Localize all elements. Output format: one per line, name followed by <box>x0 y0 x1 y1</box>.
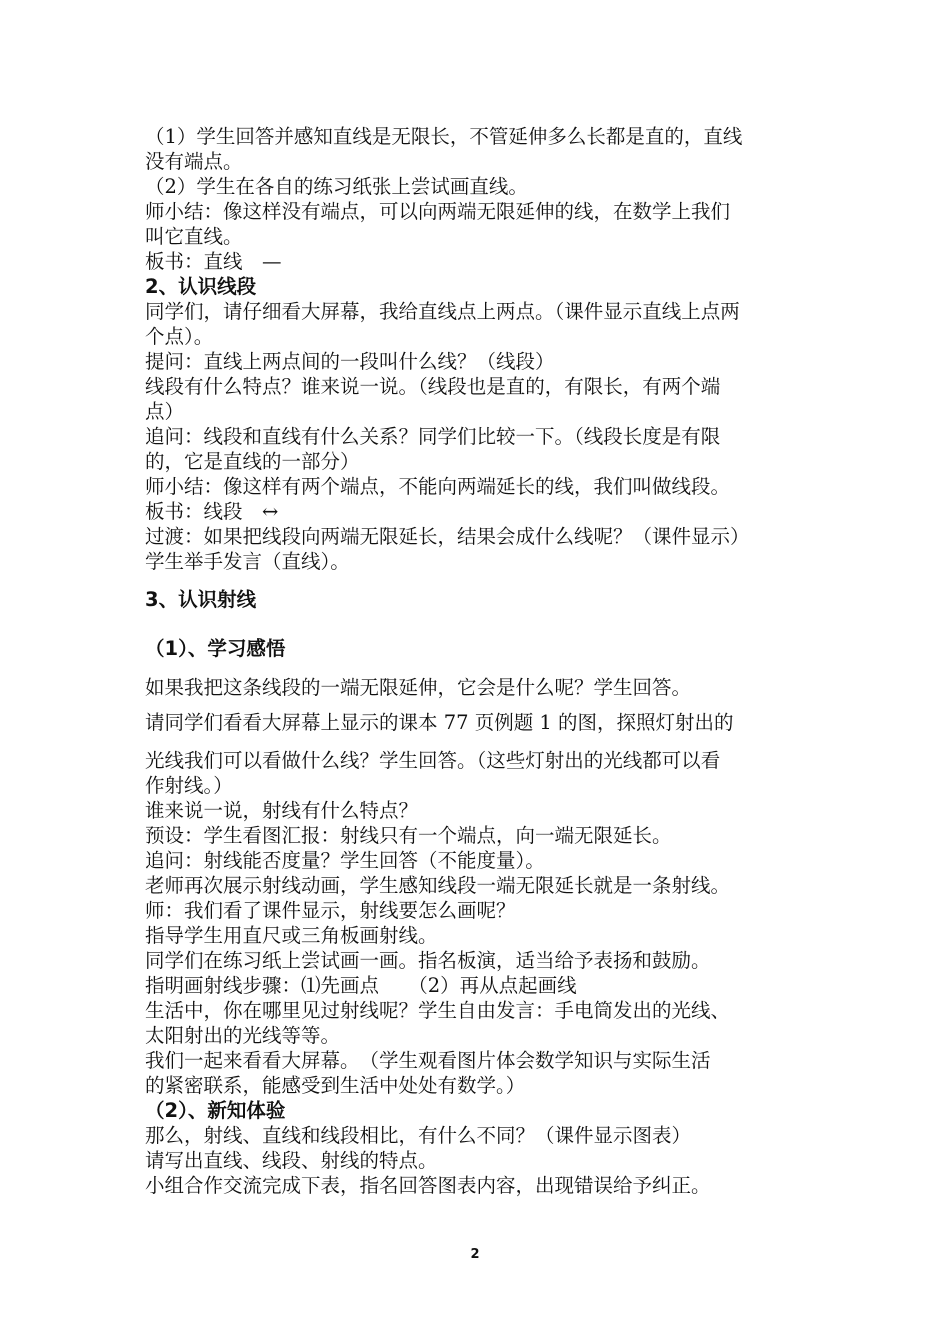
paragraph-line: 请写出直线、线段、射线的特点。 <box>145 1149 438 1172</box>
paragraph-line: 指导学生用直尺或三角板画射线。 <box>145 924 438 947</box>
subsection-heading-experience: （2）、新知体验 <box>145 1099 286 1122</box>
paragraph-line: 追问：线段和直线有什么关系？同学们比较一下。（线段长度是有限 <box>145 425 721 448</box>
paragraph-line: 叫它直线。 <box>145 225 243 248</box>
subsection-heading-learning: （1）、学习感悟 <box>145 637 286 660</box>
paragraph-line: 没有端点。 <box>145 150 243 173</box>
paragraph-line: 谁来说一说，射线有什么特点？ <box>145 799 419 822</box>
paragraph-line: 那么，射线、直线和线段相比，有什么不同？（课件显示图表） <box>145 1124 692 1147</box>
paragraph-line: 我们一起来看看大屏幕。 （学生观看图片体会数学知识与实际生活 <box>145 1049 711 1072</box>
section-heading-ray: 3、认识射线 <box>145 588 257 611</box>
paragraph-line: 板书：直线 — <box>145 250 282 273</box>
paragraph-line: 提问：直线上两点间的一段叫什么线？（线段） <box>145 350 555 373</box>
paragraph-line: （1）学生回答并感知直线是无限长，不管延伸多么长都是直的，直线 <box>145 125 743 148</box>
paragraph-line: 小组合作交流完成下表，指名回答图表内容，出现错误给予纠正。 <box>145 1174 711 1197</box>
page-number: 2 <box>470 1247 480 1262</box>
paragraph-line: 太阳射出的光线等等。 <box>145 1024 341 1047</box>
paragraph-line: 过渡：如果把线段向两端无限延长，结果会成什么线呢？（课件显示） <box>145 525 750 548</box>
paragraph-line: 师小结：像这样有两个端点，不能向两端延长的线，我们叫做线段。 <box>145 475 731 498</box>
paragraph-line: 同学们，请仔细看大屏幕，我给直线点上两点。（课件显示直线上点两 <box>145 300 740 323</box>
paragraph-line: 个点）。 <box>145 325 214 348</box>
paragraph-line: 板书：线段 ↔ <box>145 500 279 523</box>
paragraph-line: （2）学生在各自的练习纸张上尝试画直线。 <box>145 175 528 198</box>
paragraph-line: 的紧密联系，能感受到生活中处处有数学。） <box>145 1074 526 1097</box>
paragraph-line: 预设：学生看图汇报：射线只有一个端点，向一端无限延长。 <box>145 824 672 847</box>
paragraph-line: 生活中，你在哪里见过射线呢？学生自由发言：手电筒发出的光线、 <box>145 999 731 1022</box>
paragraph-line: 如果我把这条线段的一端无限延伸，它会是什么呢？学生回答。 <box>145 676 692 699</box>
paragraph-line: 指明画射线步骤：⑴先画点 （2）再从点起画线 <box>145 974 577 997</box>
paragraph-line: 追问：射线能否度量？学生回答（不能度量）。 <box>145 849 545 872</box>
paragraph-line: 请同学们看看大屏幕上显示的课本 77 页例题 1 的图，探照灯射出的 <box>145 711 734 734</box>
paragraph-line: 老师再次展示射线动画，学生感知线段一端无限延长就是一条射线。 <box>145 874 731 897</box>
paragraph-line: 光线我们可以看做什么线？学生回答。（这些灯射出的光线都可以看 <box>145 749 721 772</box>
paragraph-line: 同学们在练习纸上尝试画一画。指名板演，适当给予表扬和鼓励。 <box>145 949 711 972</box>
paragraph-line: 师：我们看了课件显示，射线要怎么画呢？ <box>145 899 516 922</box>
paragraph-line: 师小结：像这样没有端点，可以向两端无限延伸的线，在数学上我们 <box>145 200 731 223</box>
paragraph-line: 的，它是直线的一部分） <box>145 450 360 473</box>
paragraph-line: 点） <box>145 400 185 423</box>
paragraph-line: 作射线。） <box>145 774 233 797</box>
paragraph-line: 线段有什么特点？谁来说一说。（线段也是直的，有限长，有两个端 <box>145 375 721 398</box>
section-heading-line-segment: 2、认识线段 <box>145 275 257 298</box>
paragraph-line: 学生举手发言（直线）。 <box>145 550 350 573</box>
